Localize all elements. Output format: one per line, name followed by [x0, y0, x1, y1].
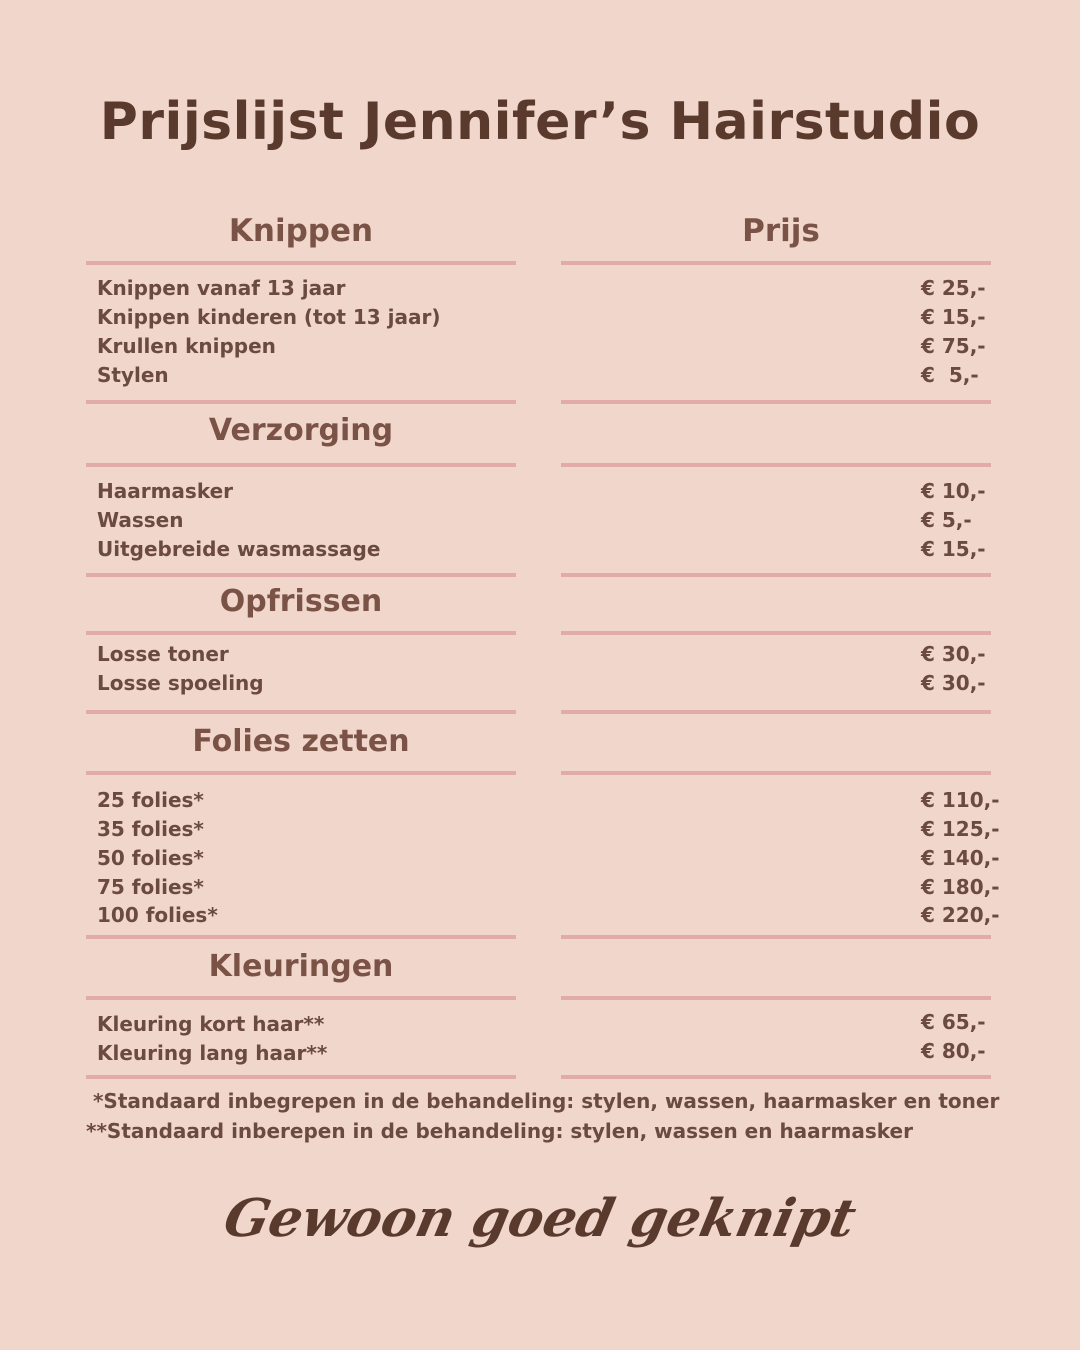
service-price: € 30,- — [921, 642, 986, 666]
divider — [561, 771, 991, 775]
divider — [86, 935, 516, 939]
service-name: Losse toner — [97, 642, 229, 666]
column-header-service: Knippen — [228, 213, 374, 249]
service-price: € 140,- — [921, 846, 1000, 870]
service-name: 100 folies* — [97, 903, 218, 927]
footnote: **Standaard inberepen in de behandeling: stylen, wassen en haarmasker — [86, 1119, 913, 1143]
divider — [561, 1075, 991, 1079]
page-title: Prijslijst Jennifer’s Hairstudio — [99, 92, 981, 152]
divider — [561, 996, 991, 1000]
service-name: 35 folies* — [97, 817, 204, 841]
slogan: Gewoon goed geknipt — [218, 1188, 862, 1249]
footnote: *Standaard inbegrepen in de behandeling: stylen, wassen, haarmasker en toner — [86, 1089, 1000, 1113]
divider — [561, 573, 991, 577]
divider — [561, 631, 991, 635]
section-title-kleuringen: Kleuringen — [208, 949, 394, 984]
service-name: 50 folies* — [97, 846, 204, 870]
divider — [86, 631, 516, 635]
service-price: € 25,- — [921, 276, 986, 300]
divider — [86, 400, 516, 404]
section-title-verzorging: Verzorging — [208, 413, 394, 448]
service-price: € 80,- — [921, 1039, 986, 1063]
service-price: € 15,- — [921, 537, 986, 561]
service-price: € 180,- — [921, 875, 1000, 899]
column-header-price: Prijs — [742, 213, 820, 249]
divider — [86, 261, 516, 265]
service-name: Haarmasker — [97, 479, 234, 503]
divider — [561, 400, 991, 404]
service-name: Knippen kinderen (tot 13 jaar) — [97, 305, 441, 329]
service-price: € 30,- — [921, 671, 986, 695]
service-name: Krullen knippen — [97, 334, 276, 358]
divider — [561, 935, 991, 939]
service-name: Uitgebreide wasmassage — [97, 537, 381, 561]
divider — [561, 463, 991, 467]
divider — [561, 710, 991, 714]
service-name: Knippen vanaf 13 jaar — [97, 276, 346, 300]
service-price: € 220,- — [921, 903, 1000, 927]
service-name: Stylen — [97, 363, 169, 387]
service-name: Losse spoeling — [97, 671, 264, 695]
service-name: Kleuring kort haar** — [97, 1012, 325, 1036]
section-title-opfrissen: Opfrissen — [219, 584, 383, 619]
service-price: € 110,- — [921, 788, 1000, 812]
divider — [86, 1075, 516, 1079]
divider — [86, 710, 516, 714]
service-price: € 15,- — [921, 305, 986, 329]
service-name: Wassen — [97, 508, 184, 532]
service-price: € 125,- — [921, 817, 1000, 841]
section-title-folies: Folies zetten — [192, 724, 410, 759]
divider — [86, 996, 516, 1000]
service-price: € 10,- — [921, 479, 986, 503]
service-price: € 75,- — [921, 334, 986, 358]
divider — [561, 261, 991, 265]
service-price: € 5,- — [921, 508, 972, 532]
service-price: € 65,- — [921, 1010, 986, 1034]
divider — [86, 463, 516, 467]
service-name: 75 folies* — [97, 875, 204, 899]
service-price: € 5,- — [921, 363, 979, 387]
service-name: 25 folies* — [97, 788, 204, 812]
divider — [86, 771, 516, 775]
divider — [86, 573, 516, 577]
service-name: Kleuring lang haar** — [97, 1041, 328, 1065]
